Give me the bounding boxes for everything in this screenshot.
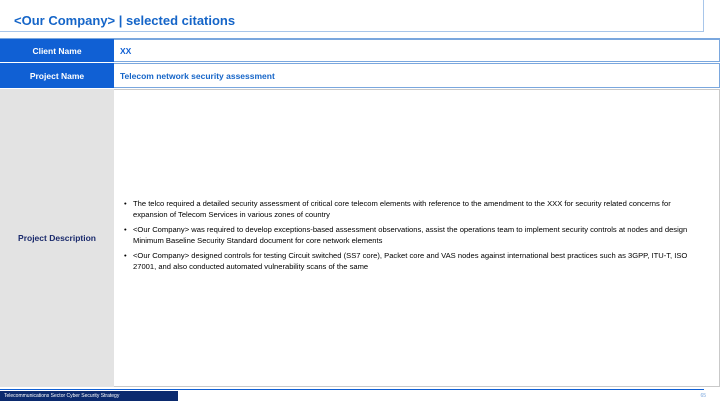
footer-label: Telecommunications Sector Cyber Security Strategy (0, 391, 178, 401)
footer-divider (0, 389, 704, 390)
description-bullet-2: • <Our Company> was required to develop exceptions-based assessment observations, assist the operations team to implement security controls at nodes and design Minimum Baseline Security Standard document for core network elements (124, 225, 691, 246)
description-bullet-1: • The telco required a detailed security assessment of critical core telecom elements with reference to the amendment to the XXX for security related concerns for expansion of Telecom Services in various zones of country (124, 199, 691, 220)
description-list (124, 199, 691, 277)
client-name-label: Client Name (0, 39, 114, 62)
description-bullet-3: • <Our Company> designed controls for testing Circuit switched (SS7 core), Packet core and VAS nodes against international best practices such as 3GPP, ITU-T, ISO 27001, and also conducted automated vulnerability scans of the same (124, 251, 691, 272)
project-row (0, 63, 720, 89)
page-number: 65 (700, 393, 706, 399)
project-name-value: Telecom network security assessment (114, 63, 720, 88)
client-name-value: XX (114, 39, 720, 62)
project-description-label: Project Description (0, 89, 114, 387)
project-name-label: Project Name (0, 63, 114, 88)
page-title: <Our Company> | selected citations (14, 13, 236, 28)
description-row (0, 89, 720, 387)
project-description-content (114, 89, 720, 387)
client-row (0, 38, 720, 63)
citation-table (0, 38, 720, 387)
